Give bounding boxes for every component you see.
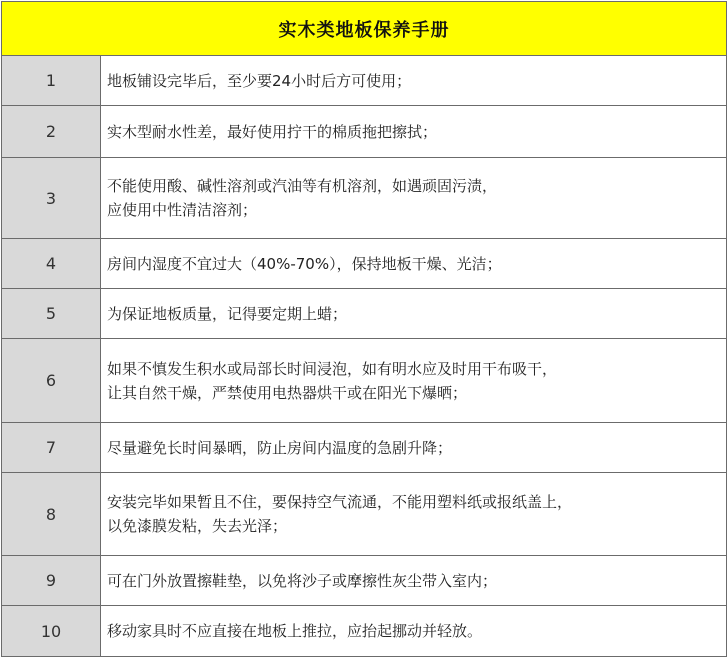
table-body (2, 56, 726, 656)
row-text-line: 如果不慎发生积水或局部长时间浸泡，如有明水应及时用干布吸干， (107, 359, 558, 378)
row-text (101, 106, 726, 157)
row-text-line: 实木型耐水性差，最好使用拧干的棉质拖把擦拭； (107, 122, 438, 141)
row-text-line: 房间内湿度不宜过大（40%-70%），保持地板干燥、光洁； (107, 254, 502, 273)
row-text (101, 158, 726, 238)
row-text-line: 移动家具时不应直接在地板上推拉，应抬起挪动并轻放。 (107, 622, 483, 640)
table-title: 实木类地板保养手册 (278, 19, 450, 41)
row-text (101, 239, 726, 288)
row-number: 10 (2, 606, 101, 656)
row-text (101, 289, 726, 338)
row-number: 3 (2, 158, 101, 238)
row-number: 6 (2, 339, 101, 422)
table-row (2, 56, 726, 106)
table-row (2, 239, 726, 289)
row-text (101, 423, 726, 472)
row-text (101, 606, 726, 656)
table-row (2, 339, 726, 423)
row-text-line: 不能使用酸、碱性溶剂或汽油等有机溶剂，如遇顽固污渍， (107, 177, 498, 195)
table-row (2, 606, 726, 656)
row-number: 1 (2, 56, 101, 105)
row-text (101, 56, 726, 105)
row-text-line: 以免漆膜发粘，失去光泽； (107, 517, 288, 535)
row-text-line: 安装完毕如果暂且不住，要保持空气流通，不能用塑料纸或报纸盖上， (107, 493, 573, 511)
table-row (2, 556, 726, 606)
row-text (101, 556, 726, 605)
row-number: 2 (2, 106, 101, 157)
row-number: 5 (2, 289, 101, 338)
row-text-line: 尽量避免长时间暴晒，防止房间内温度的急剧升降； (107, 438, 453, 457)
row-number: 9 (2, 556, 101, 605)
row-text (101, 473, 726, 555)
row-text-line: 让其自然干燥，严禁使用电热器烘干或在阳光下爆晒； (107, 383, 468, 402)
row-text (101, 339, 726, 422)
table-title-bar (2, 2, 726, 56)
row-text-line: 为保证地板质量，记得要定期上蜡； (107, 304, 348, 323)
table-row (2, 158, 726, 239)
table-row (2, 106, 726, 158)
table-row (2, 473, 726, 556)
row-text-line: 应使用中性清洁溶剂； (107, 201, 258, 219)
row-text-line: 地板铺设完毕后，至少要24小时后方可使用； (107, 71, 412, 90)
row-number: 8 (2, 473, 101, 555)
row-number: 4 (2, 239, 101, 288)
row-number: 7 (2, 423, 101, 472)
table-row (2, 289, 726, 339)
row-text-line: 可在门外放置擦鞋垫，以免将沙子或摩擦性灰尘带入室内； (107, 571, 498, 590)
table-row (2, 423, 726, 473)
care-manual-table (1, 1, 727, 657)
